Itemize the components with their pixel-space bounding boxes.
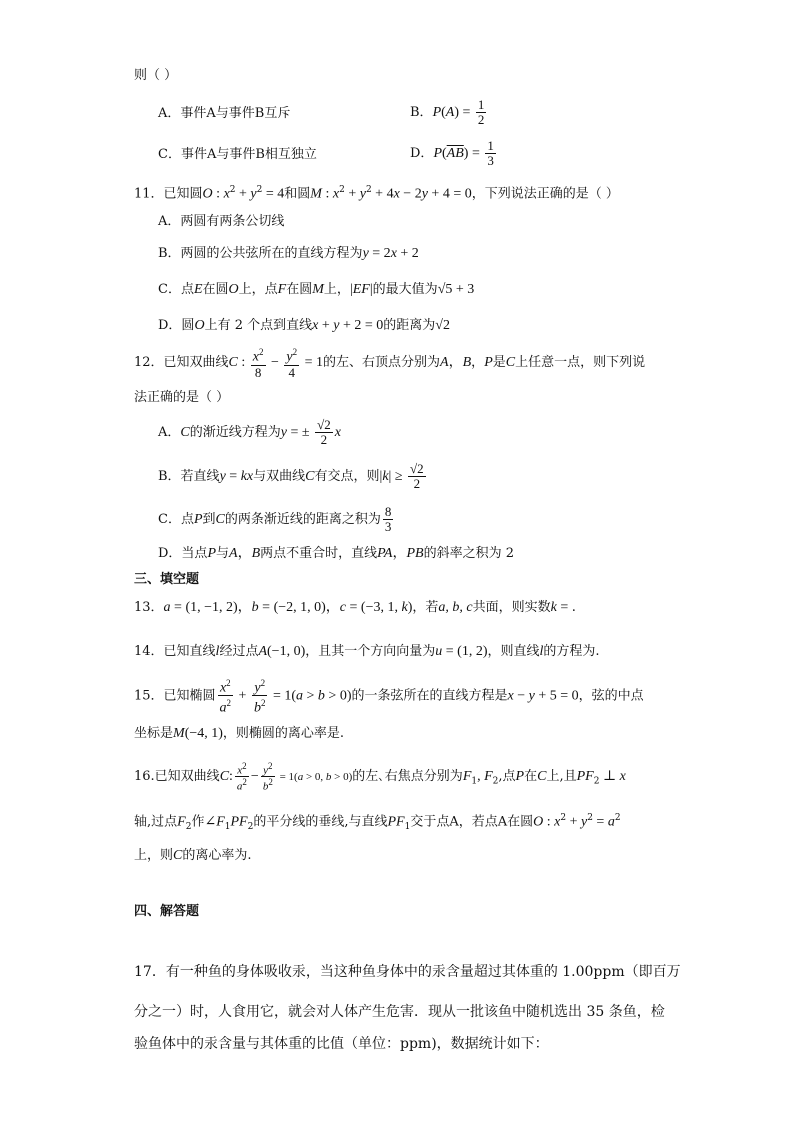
q12-option-c: C．点P到C的两条渐近线的距离之积为 $\frac{8}{3}$	[158, 504, 392, 534]
q10-option-c: C．事件A与事件B相互独立	[158, 147, 317, 162]
q13: 13．a = (1, −1, 2)，b = (−2, 1, 0)，c = (−3, 1, k)，若a, b, c共面，则实数k = .	[134, 600, 576, 615]
q16: 16.已知双曲线C: $\frac{x^2}{a^2}$ − $\frac{y^2}{b^2}$ = 1(a > 0, b > 0)的左､右焦点分别为$F_1$, $F_2$,点P在C上,且$PF_2$ ⊥ x	[134, 760, 626, 793]
q10-d-fraction: $\frac{1}{3}$	[487, 138, 494, 168]
q15: 15．已知椭圆 $\frac{x^2}{a^2}$ + $\frac{y^2}{b^2}$ = 1(a > b > 0)的一条弦所在的直线方程是x − y + 5 = 0，弦的中点	[134, 678, 644, 716]
q10-option-d: D．$P(\overline{AB})$ = $\frac{1}{3}$	[410, 138, 494, 168]
q10-option-a: A．事件A与事件B互斥	[158, 106, 291, 121]
q10-b-fraction: $\frac{1}{2}$	[477, 97, 485, 127]
q17-line3: 验鱼体中的汞含量与其体重的比值（单位：ppm)，数据统计如下：	[134, 1036, 549, 1052]
section-heading-fill-blank: 三、填空题	[134, 572, 200, 587]
q12-stem: 12．已知双曲线C : $\frac{x^2}{8}$ − $\frac{y^2}{4}$ = 1的左、右顶点分别为A，B，P是C上任意一点，则下列说	[134, 347, 646, 380]
q12-option-b: B．若直线y = kx与双曲线C有交点，则|k| ≥ $\frac{√2}{2}$	[158, 461, 424, 491]
q15-line2: 坐标是M(−4, 1)，则椭圆的离心率是.	[134, 726, 345, 741]
q10-option-b: B．P(A) = $\frac{1}{2}$	[410, 97, 485, 127]
q16-line2: 轴,过点$F_2$作$\angle F_1PF_2$的平分线的垂线,与直线$PF_1$交于点A，若点A在圆O : $x^2 + y^2 = a^2$	[134, 813, 621, 832]
q14: 14．已知直线l经过点A(−1, 0)，且其一个方向向量为u = (1, 2)，则直线l的方程为.	[134, 644, 600, 659]
q17-line2: 分之一）时，人食用它，就会对人体产生危害．现从一批该鱼中随机选出 35 条鱼，检	[134, 1004, 665, 1020]
q11-option-b: B．两圆的公共弦所在的直线方程为y = 2x + 2	[158, 246, 419, 261]
q17-line1: 17．有一种鱼的身体吸收汞，当这种鱼身体中的汞含量超过其体重的 1.00ppm（即百万	[134, 964, 681, 980]
q11-option-c: C．点E在圆O上，点F在圆M上，|EF|的最大值为√5 + 3	[158, 282, 475, 297]
q12-option-a: A．C的渐近线方程为y = ± $\frac{√2}{2}$ x	[158, 417, 341, 447]
q11-stem: 11．已知圆O : $x^2 + y^2 = 4$和圆M : $x^2 + y^2 + 4x - 2y + 4 = 0$，下列说法正确的是（ ）	[134, 185, 619, 202]
q16-line3: 上，则C的离心率为.	[134, 848, 252, 863]
q12-stem-line2: 法正确的是（ ）	[134, 390, 230, 405]
q12-option-d: D．当点P与A，B两点不重合时，直线PA，PB的斜率之积为 2	[158, 546, 514, 561]
q10-stem-tail: 则（ ）	[134, 68, 178, 83]
q11-option-d: D．圆O上有 2 个点到直线x + y + 2 = 0的距离为√2	[158, 318, 450, 333]
section-heading-solve: 四、解答题	[134, 904, 200, 919]
q11-option-a: A．两圆有两条公切线	[158, 214, 285, 229]
